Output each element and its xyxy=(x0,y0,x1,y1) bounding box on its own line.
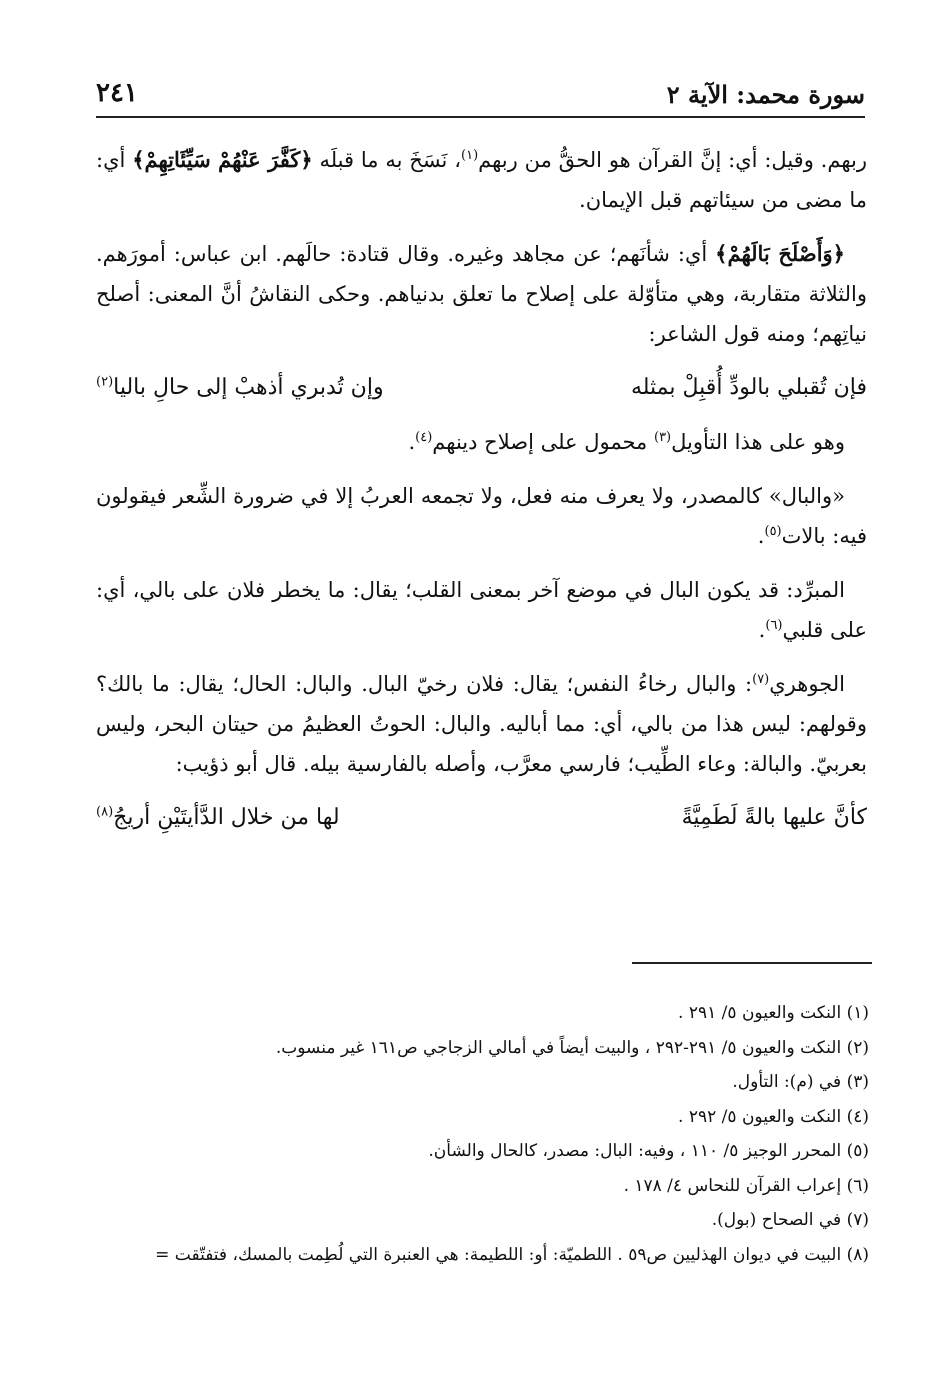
poem-verse-2 xyxy=(96,798,867,838)
text: أي: ما مضى من سيئاتهم قبل الإيمان. xyxy=(96,148,867,212)
text: وهو على هذا التأويل xyxy=(671,430,845,454)
footnote-2: (٢) النكت والعيون ٥/ ٢٩١-٢٩٢ ، والبيت أيضاً في أمالي الزجاجي ص١٦١ غير منسوب. xyxy=(275,1037,869,1058)
page-number: ٢٤١ xyxy=(96,78,138,108)
text: أي: شأنَهم؛ عن مجاهد وغيره. وقال قتادة: حالَهم. ابن عباس: أمورَهم. والثلاثة متقاربة، وهي متأوّلة على إصلاح ما تعلق بدنياهم. وحكى النقاشُ أنَّ المعنى: أصلح نياتِهم؛ ومنه قول الشاعر: xyxy=(96,242,867,346)
main-text xyxy=(96,140,867,852)
text: المبرِّد: قد يكون البال في موضع آخر بمعنى القلب؛ يقال: ما يخطر فلان على بالي، أي: على قلبي xyxy=(96,578,867,642)
footnote-separator xyxy=(632,962,872,964)
footnote-7: (٧) في الصحاح (بول). xyxy=(711,1210,869,1230)
footnote-5: (٥) المحرر الوجيز ٥/ ١١٠ ، وفيه: البال: مصدر، كالحال والشأن. xyxy=(428,1141,869,1161)
text: ربهم. وقيل: أي: إنَّ القرآن هو الحقُّ من ربهم xyxy=(478,148,867,172)
text: . xyxy=(408,430,416,454)
footnote-ref[interactable]: (٧) xyxy=(752,672,770,687)
text: . xyxy=(757,524,765,548)
text: الجوهري xyxy=(769,672,845,696)
text: «والبال» كالمصدر، ولا يعرف منه فعل، ولا تجمعه العربُ إلا في ضرورة الشِّعر فيقولون فيه: بالات xyxy=(96,484,867,548)
text: . xyxy=(758,618,766,642)
text: ، نَسَخَ به ما قبلَه xyxy=(312,148,462,172)
footnote-ref[interactable]: (٨) xyxy=(96,804,114,820)
page-header xyxy=(96,76,865,118)
footnotes xyxy=(96,996,869,1272)
poem-verse-1 xyxy=(96,368,867,408)
footnote-4: (٤) النكت والعيون ٥/ ٢٩٢ . xyxy=(678,1106,869,1127)
footnote-ref[interactable]: (١) xyxy=(461,148,479,163)
text: لها من خلال الدَّأيتَيْنِ أريجُ xyxy=(113,805,340,830)
verse-second-hemistich xyxy=(96,368,384,408)
footnote-1: (١) النكت والعيون ٥/ ٢٩١ . xyxy=(678,1003,869,1023)
quran-quote: ﴿كَفَّرَ عَنْهُمْ سَيِّئَاتِهِمْ﴾ xyxy=(132,147,313,172)
footnote-6: (٦) إعراب القرآن للنحاس ٤/ ١٧٨ . xyxy=(623,1175,869,1196)
paragraph-3 xyxy=(96,422,867,462)
footnote-ref[interactable]: (٣) xyxy=(653,430,672,445)
paragraph-2 xyxy=(96,234,867,354)
quran-quote: ﴿وَأَصْلَحَ بَالَهُمْ﴾ xyxy=(715,241,845,266)
paragraph-4 xyxy=(96,476,867,556)
footnote-ref[interactable]: (٥) xyxy=(764,524,782,539)
footnote-8: (٨) البيت في ديوان الهذليين ص٥٩ . اللطميّة: أو: اللطيمة: هي العنبرة التي لُطِمت بالمسك، فتفتّقت = xyxy=(155,1244,869,1265)
surah-title: سورة محمد: الآية ٢ xyxy=(666,80,865,109)
verse-second-hemistich xyxy=(96,798,340,838)
verse-first-hemistich: فإن تُقبلي بالودِّ أُقبِلْ بمثله xyxy=(630,375,867,400)
text: وإن تُدبري أذهبْ إلى حالِ باليا xyxy=(113,375,384,400)
footnote-ref[interactable]: (٦) xyxy=(765,618,783,633)
text: محمول على إصلاح دينهم xyxy=(432,430,654,454)
footnote-ref[interactable]: (٤) xyxy=(415,430,433,445)
paragraph-5 xyxy=(96,570,867,650)
text: : والبال رخاءُ النفس؛ يقال: فلان رخيّ البال. والبال: الحال؛ يقال: ما بالك؟ وقولهم: ليس هذا من بالي، أي: مما أباليه. والبال: الحوتُ العظيمُ من حيتان البحر، وليس بعربيّ. والبالة: وعاء الطِّيب؛ فارسي معرَّب، وأصله بالفارسية بيله. قال أبو ذؤيب: xyxy=(96,672,867,776)
footnote-3: (٣) في (م): التأول. xyxy=(732,1072,869,1092)
verse-first-hemistich: كأنَّ عليها بالةً لَطَمِيَّةً xyxy=(681,805,867,830)
paragraph-1 xyxy=(96,140,867,220)
footnote-ref[interactable]: (٢) xyxy=(96,374,114,390)
paragraph-6 xyxy=(96,664,867,784)
